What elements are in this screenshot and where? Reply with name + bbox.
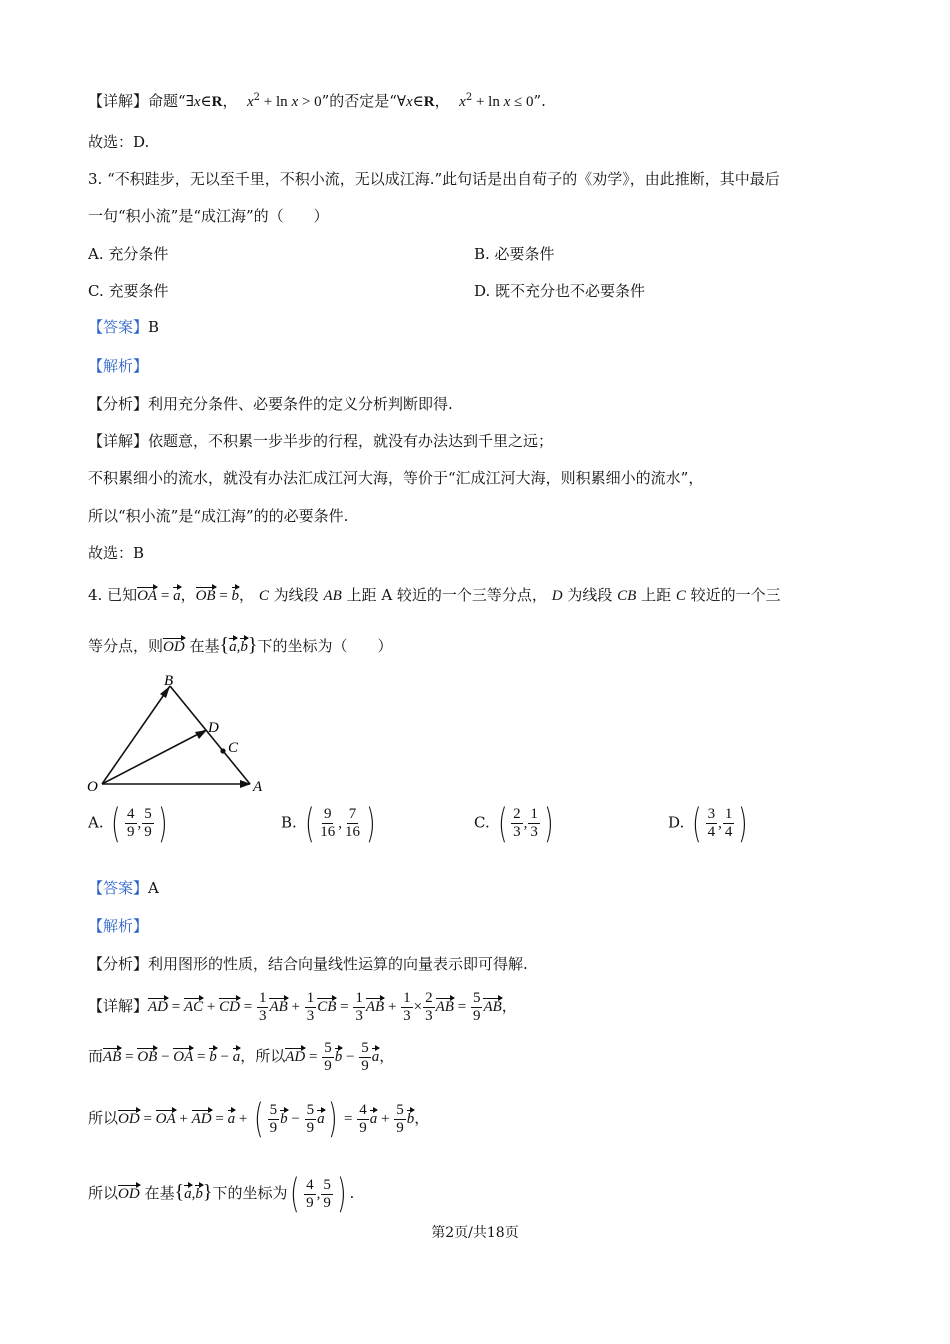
segment-od — [102, 730, 206, 784]
q4-detail-3: 所以OD = OA + AD = a + ( $\frac{5}{9}$ b − $\frac{5}{9}$ a) = $\frac{4}{9}$ a + $\frac{5}{9}$ b， — [88, 1096, 430, 1142]
label-o: O — [87, 779, 98, 795]
q3-detail-3: 所以“积小流”是“成江海”的的必要条件. — [88, 507, 349, 525]
q4-stem-line1: 4. 已知OA = a，OB = b， C 为线段 AB 上距 A 较近的一个三等分点， D 为线段 CB 上距 C 较近的一个三 — [88, 586, 781, 604]
q3-stem-line1: 3. “不积跬步，无以至千里，不积小流，无以成江海.”此句话是出自荀子的《劝学》，由此推断，其中最后 — [88, 170, 780, 188]
q4-option-c: C. ( $\frac{2}{3}$ , $\frac{1}{3}$ ) — [474, 800, 554, 847]
segment-ob — [102, 686, 170, 784]
q3-option-c: C. 充要条件 — [88, 282, 169, 300]
q3-detail-1: 【详解】依题意，不积累一步半步的行程，就没有办法达到千里之远； — [88, 432, 554, 450]
q4-fenxi: 【分析】利用图形的性质，结合向量线性运算的向量表示即可得解. — [88, 955, 528, 973]
q4-option-d: D. ( $\frac{3}{4}$ , $\frac{1}{4}$ ) — [668, 800, 748, 847]
q3-option-a: A. 充分条件 — [88, 245, 169, 263]
q3-detail-2: 不积累细小的流水，就没有办法汇成江河大海，等价于“汇成江河大海，则积累细小的流水”， — [88, 469, 704, 487]
q3-fenxi: 【分析】利用充分条件、必要条件的定义分析判断即得. — [88, 395, 453, 413]
q4-analysis-tag: 【解析】 — [88, 917, 149, 935]
label-b: B — [164, 673, 174, 689]
q4-detail-4: 所以OD 在基{a,b}下的坐标为( $\frac{4}{9}$ , $\frac{5}{9}$ ) . — [88, 1171, 355, 1217]
q4-detail-1: 【详解】AD = AC + CD = $\frac{1}{3}$ AB + $\frac{1}{3}$ CB = $\frac{1}{3}$ AB + $\frac{1}{3}$ × $\frac{2}{3}$ AB = $\frac{5}{9}$ AB， — [88, 989, 517, 1024]
q4-answer: 【答案】A — [88, 879, 159, 897]
detail-tag: 【详解】 — [88, 92, 149, 110]
label-c: C — [228, 740, 239, 756]
q3-option-b: B. 必要条件 — [474, 245, 555, 263]
triangle-figure — [80, 668, 280, 798]
q3-analysis-tag: 【解析】 — [88, 357, 149, 375]
arrow-d-icon — [195, 730, 207, 739]
page-footer: 第2页/共18页 — [431, 1225, 519, 1241]
point-c — [220, 748, 225, 753]
q3-option-d: D. 既不充分也不必要条件 — [474, 282, 646, 300]
q4-option-a: A. ( $\frac{4}{9}$ , $\frac{5}{9}$ ) — [88, 800, 168, 847]
q3-choose: 故选：B — [88, 544, 145, 562]
prev-detail-line: 【详解】命题“∃x∈R， $x^2 + \ln x > 0$”的否定是“∀x∈R， $x^2 + \ln x \le 0$”. — [88, 92, 546, 110]
q4-option-b: B. ( $\frac{9}{16}$ , $\frac{7}{16}$ ) — [281, 800, 376, 847]
q3-answer: 【答案】B — [88, 318, 160, 336]
q4-stem-line2: 等分点，则OD 在基{a,b}下的坐标为（ ） — [88, 634, 393, 656]
label-a: A — [253, 779, 263, 795]
label-d: D — [208, 720, 219, 736]
prev-choose: 故选：D. — [88, 133, 150, 151]
q4-detail-2: 而AB = OB − OA = b − a，所以AD = $\frac{5}{9}$ b − $\frac{5}{9}$ a， — [88, 1039, 395, 1074]
q3-stem-line2: 一句“积小流”是“成江海”的（ ） — [88, 207, 329, 225]
